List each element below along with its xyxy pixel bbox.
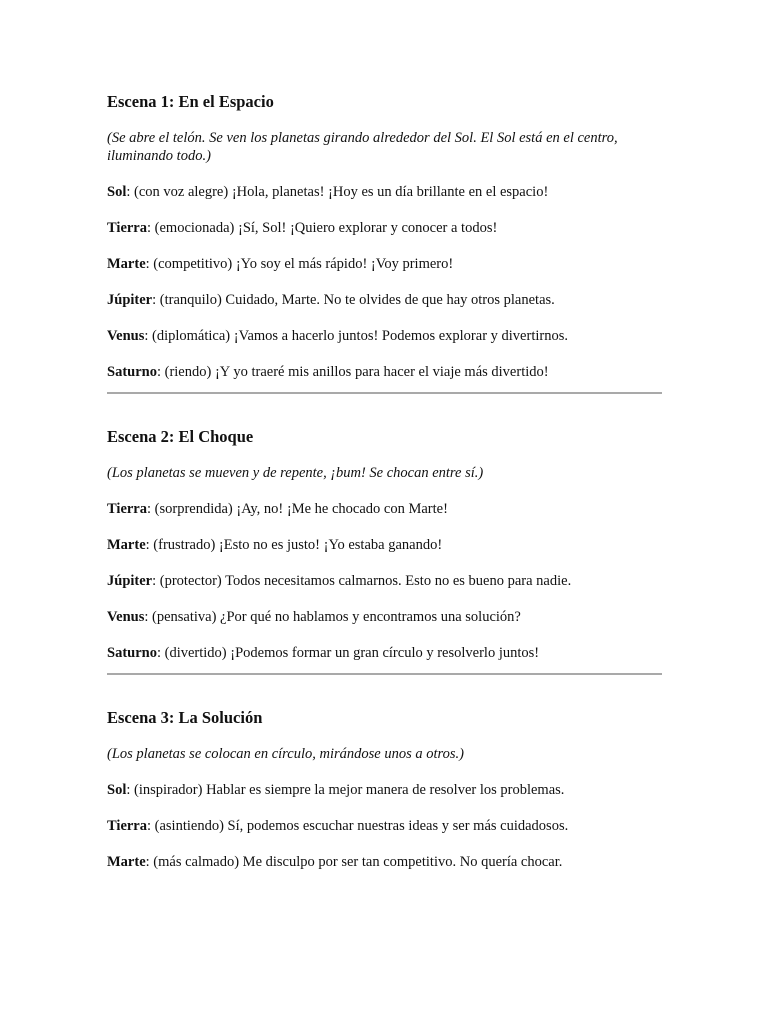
speaker-name: Marte (107, 256, 146, 272)
dialogue-line (107, 817, 662, 835)
speaker-name: Sol (107, 782, 127, 798)
dialogue-line (107, 291, 662, 309)
speaker-name: Tierra (107, 818, 147, 834)
speaker-name: Saturno (107, 645, 157, 661)
dialogue-text: : (competitivo) ¡Yo soy el más rápido! ¡Voy primero! (145, 256, 454, 272)
scene-title: Escena 1: En el Espacio (107, 92, 274, 111)
dialogue-line (107, 536, 662, 554)
dialogue-line (107, 255, 662, 273)
dialogue-text: : (protector) Todos necesitamos calmarnos. Esto no es bueno para nadie. (152, 573, 572, 589)
speaker-name: Tierra (107, 220, 147, 236)
stage-direction: (Los planetas se mueven y de repente, ¡bum! Se chocan entre sí.) (107, 465, 484, 481)
speaker-name: Venus (107, 328, 145, 344)
stage-direction: (Los planetas se colocan en círculo, mirándose unos a otros.) (107, 746, 464, 762)
dialogue-text: : (más calmado) Me disculpo por ser tan competitivo. No quería chocar. (145, 854, 563, 870)
dialogue-text: : (con voz alegre) ¡Hola, planetas! ¡Hoy es un día brillante en el espacio! (126, 184, 549, 200)
speaker-name: Marte (107, 537, 146, 553)
dialogue-line (107, 363, 662, 381)
dialogue-text: : (divertido) ¡Podemos formar un gran círculo y resolverlo juntos! (156, 645, 540, 661)
speaker-name: Tierra (107, 501, 147, 517)
dialogue-text: : (riendo) ¡Y yo traeré mis anillos para hacer el viaje más divertido! (156, 364, 549, 380)
dialogue-line (107, 781, 662, 799)
speaker-name: Júpiter (107, 292, 153, 308)
dialogue-line (107, 183, 662, 201)
dialogue-text: : (emocionada) ¡Sí, Sol! ¡Quiero explorar y conocer a todos! (147, 220, 498, 236)
scene-divider (107, 392, 662, 394)
scene-title: Escena 3: La Solución (107, 708, 263, 727)
speaker-name: Júpiter (107, 573, 153, 589)
dialogue-text: : (tranquilo) Cuidado, Marte. No te olvides de que hay otros planetas. (152, 292, 555, 308)
dialogue-text: : (inspirador) Hablar es siempre la mejor manera de resolver los problemas. (126, 782, 565, 798)
dialogue-line (107, 572, 662, 590)
scene-1 (107, 92, 662, 381)
speaker-name: Sol (107, 184, 127, 200)
scene-divider (107, 673, 662, 675)
dialogue-line (107, 219, 662, 237)
dialogue-text: : (pensativa) ¿Por qué no hablamos y encontramos una solución? (144, 609, 521, 625)
speaker-name: Marte (107, 854, 146, 870)
dialogue-line (107, 644, 662, 662)
dialogue-line (107, 327, 662, 345)
dialogue-text: : (asintiendo) Sí, podemos escuchar nuestras ideas y ser más cuidadosos. (147, 818, 569, 834)
dialogue-line (107, 608, 662, 626)
dialogue-line (107, 500, 662, 518)
dialogue-text: : (sorprendida) ¡Ay, no! ¡Me he chocado con Marte! (147, 501, 448, 517)
dialogue-text: : (frustrado) ¡Esto no es justo! ¡Yo estaba ganando! (145, 537, 443, 553)
stage-direction: (Se abre el telón. Se ven los planetas girando alrededor del Sol. El Sol está en el centro, iluminando todo.) (107, 130, 618, 164)
speaker-name: Venus (107, 609, 145, 625)
speaker-name: Saturno (107, 364, 157, 380)
document-content (107, 92, 662, 871)
dialogue-line (107, 853, 662, 871)
dialogue-text: : (diplomática) ¡Vamos a hacerlo juntos! Podemos explorar y divertirnos. (144, 328, 568, 344)
scene-3 (107, 708, 662, 871)
scene-2 (107, 427, 662, 662)
scene-title: Escena 2: El Choque (107, 427, 254, 446)
